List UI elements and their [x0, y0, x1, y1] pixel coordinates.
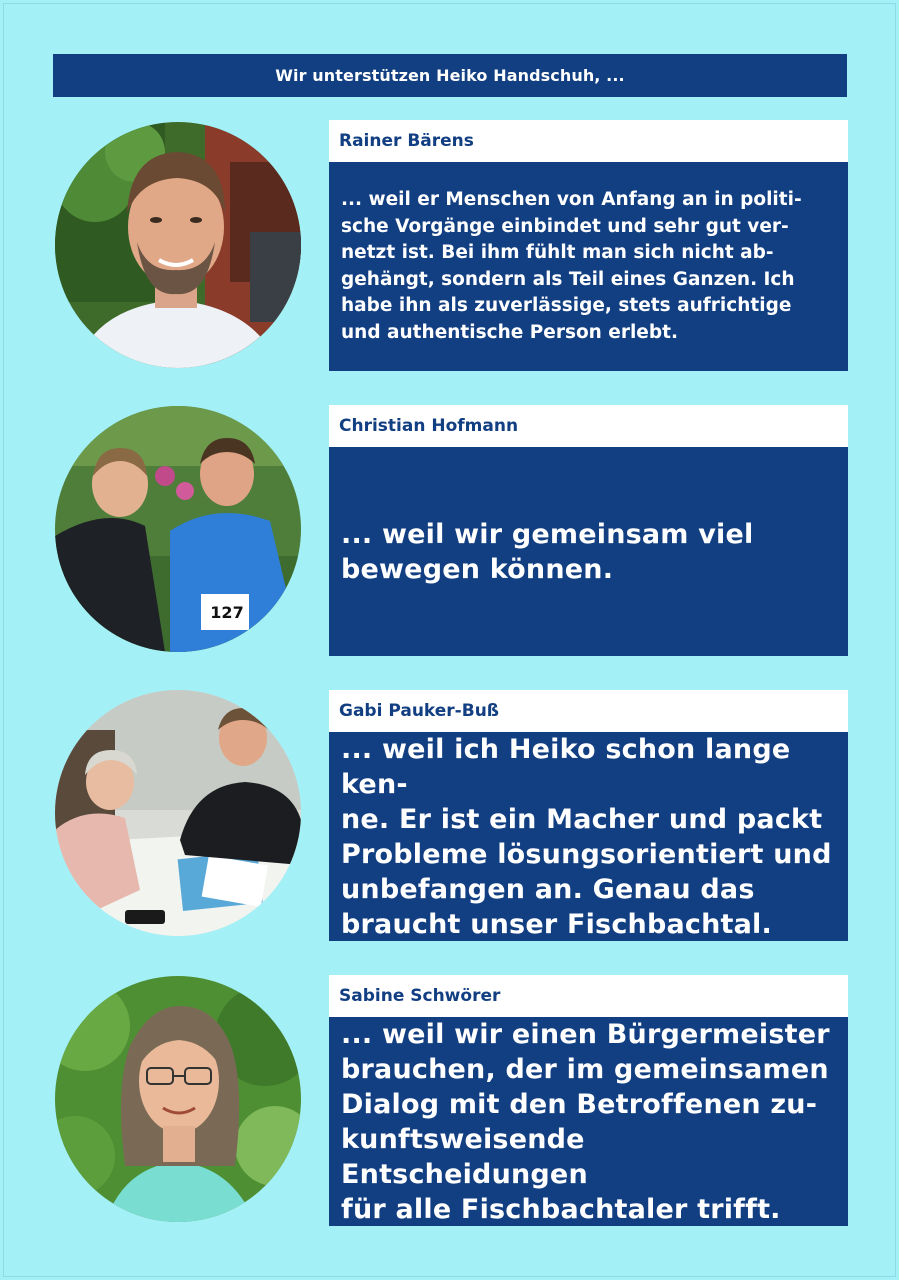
supporter-quote-christian-hofmann [329, 447, 848, 656]
supporter-name-christian-hofmann: Christian Hofmann [329, 405, 848, 447]
supporter-name-rainer-baerens: Rainer Bärens [329, 120, 848, 162]
quote-line: habe ihn als zuverlässige, stets aufrichtige [341, 295, 792, 316]
supporter-name-sabine-schwoerer: Sabine Schwörer [329, 975, 848, 1017]
quote-line: unbefangen an. Genau das [341, 873, 755, 905]
quote-line: gehängt, sondern als Teil eines Ganzen. Ich [341, 268, 795, 290]
quote-line: bewegen können. [341, 553, 614, 585]
supporter-photo-christian-hofmann [55, 406, 301, 652]
quote-line: und authentische Person erlebt. [341, 321, 678, 343]
quote-line: ... weil wir gemeinsam viel [341, 518, 754, 550]
quote-line: sche Vorgänge einbindet und sehr gut ver- [341, 215, 789, 237]
quote-line: ... weil er Menschen von Anfang an in politi- [341, 189, 802, 210]
quote-line: für alle Fischbachtaler trifft. [341, 1193, 781, 1225]
quote-line: kunftsweisende Entscheidungen [341, 1123, 588, 1190]
header-banner [53, 54, 847, 97]
supporter-name-gabi-pauker-buss: Gabi Pauker-Buß [329, 690, 848, 732]
quote-line: ne. Er ist ein Macher und packt [341, 803, 823, 835]
bib-number: 127 [210, 603, 244, 622]
supporter-photo-rainer-baerens [55, 122, 301, 368]
supporter-photo-sabine-schwoerer [55, 976, 301, 1222]
quote-line: braucht unser Fischbachtal. [341, 908, 772, 940]
quote-line: Dialog mit den Betroffenen zu- [341, 1088, 818, 1120]
quote-line: ... weil ich Heiko schon lange ken- [341, 733, 791, 800]
header-title: Wir unterstützen Heiko Handschuh, ... [275, 66, 625, 85]
quote-line: ... weil wir einen Bürgermeister [341, 1018, 830, 1050]
supporter-photo-gabi-pauker-buss [55, 690, 301, 936]
supporter-quote-sabine-schwoerer [329, 1017, 848, 1226]
quote-line: Probleme lösungsorientiert und [341, 838, 832, 870]
supporter-quote-rainer-baerens [329, 162, 848, 371]
supporter-quote-gabi-pauker-buss [329, 732, 848, 941]
quote-line: brauchen, der im gemeinsamen [341, 1053, 829, 1085]
quote-line: netzt ist. Bei ihm fühlt man sich nicht ab- [341, 242, 774, 263]
